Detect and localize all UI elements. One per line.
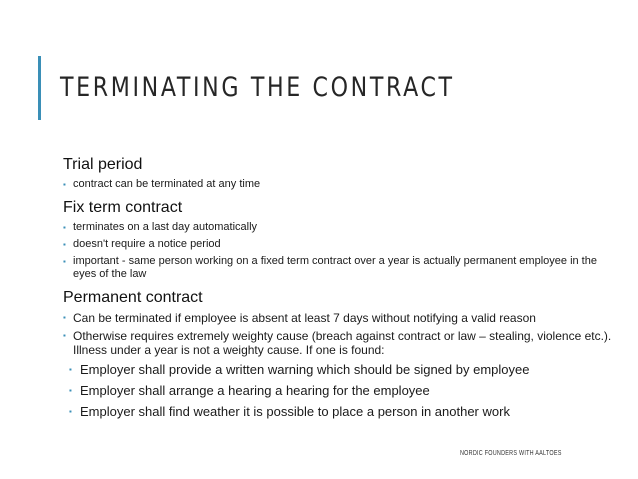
bullet-list [63,221,623,281]
bullet-list [63,311,623,357]
bullet-icon: ▪ [63,240,66,249]
list-item: ▪ Otherwise requires extremely weighty cause (breach against contract or law – stealing, violence etc.). Illness under a year is not a weighty cause. If one is found: [63,329,612,357]
section-permanent [63,288,623,420]
section-heading: Fix term contract [63,199,183,216]
bullet-icon: ▪ [69,407,72,416]
list-item: ▪ doesn't require a notice period [63,238,221,250]
section-heading: Permanent contract [63,289,203,306]
bullet-icon: ▪ [63,257,66,266]
sub-list-item: ▪ Employer shall provide a written warning which should be signed by employee [69,362,530,377]
bullet-list [63,178,623,191]
list-item: ▪ Can be terminated if employee is absent at least 7 days without notifying a valid reason [63,311,536,325]
sub-list-item: ▪ Employer shall find weather it is possible to place a person in another work [69,404,510,419]
slide-footer: NORDIC FOUNDERS WITH AALTOES [460,450,562,457]
sub-bullet-list [69,362,623,420]
bullet-icon: ▪ [69,386,72,395]
section-heading: Trial period [63,156,143,173]
accent-bar [38,56,41,120]
slide-title: TERMINATING THE CONTRACT [60,72,455,103]
bullet-icon: ▪ [63,313,66,322]
bullet-icon: ▪ [63,180,66,189]
slide-content [63,155,623,427]
section-trial-period [63,155,623,191]
section-fix-term [63,198,623,281]
bullet-icon: ▪ [63,331,66,340]
list-item: ▪ important - same person working on a fixed term contract over a year is actually permanent employee in the eyes of the law [63,255,597,280]
list-item: ▪ terminates on a last day automatically [63,221,258,233]
list-item: ▪ contract can be terminated at any time [63,178,261,190]
sub-list-item: ▪ Employer shall arrange a hearing a hearing for the employee [69,383,430,398]
bullet-icon: ▪ [63,223,66,232]
bullet-icon: ▪ [69,365,72,374]
